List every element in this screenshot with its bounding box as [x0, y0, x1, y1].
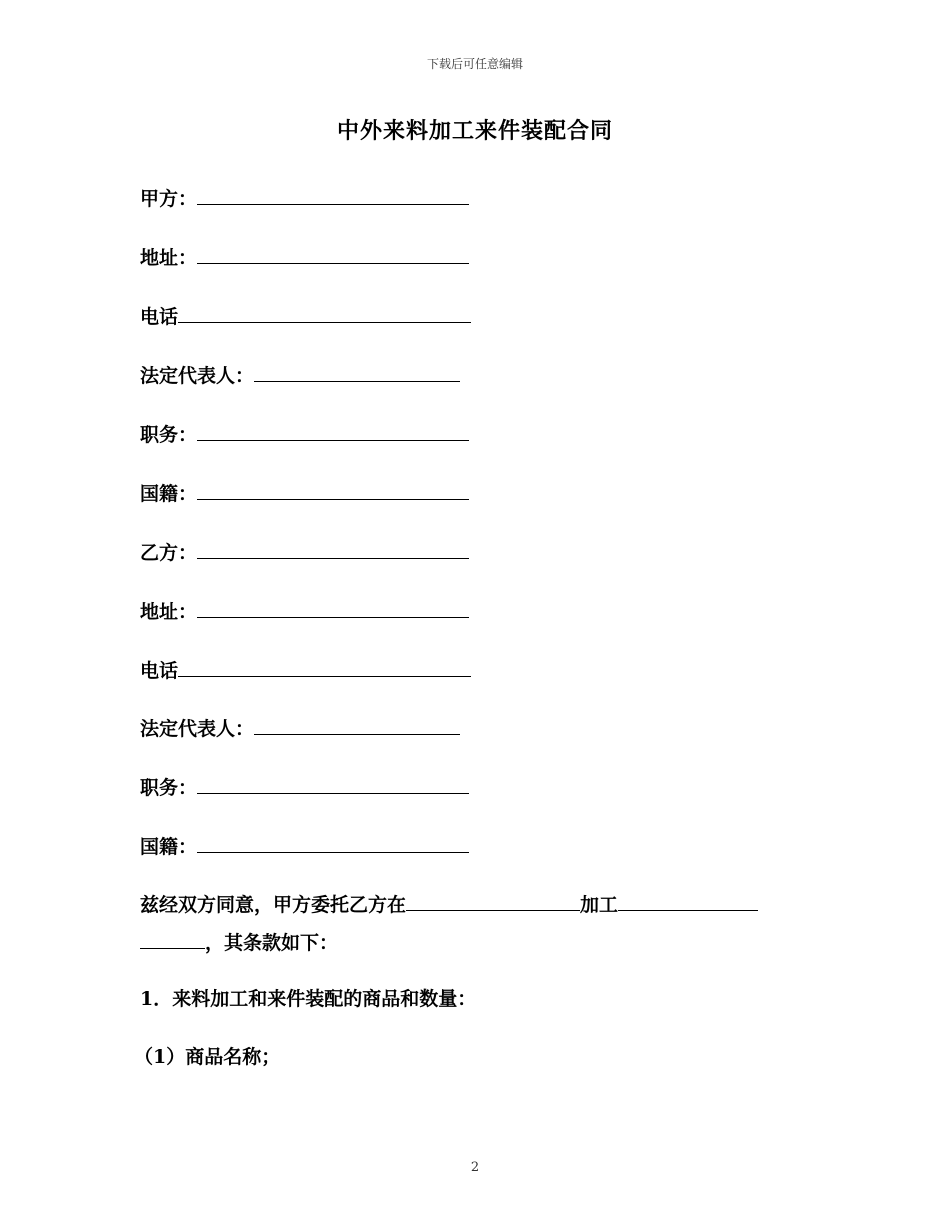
page-number: 2 — [470, 1160, 480, 1175]
section-1-heading: 1．来料加工和来件装配的商品和数量： — [140, 988, 477, 1010]
party-b-nationality-row — [140, 832, 469, 860]
party-b-position-label: 职务： — [140, 777, 198, 799]
agreement-text-2: 加工 — [580, 894, 619, 916]
party-b-nationality-label: 国籍： — [140, 836, 198, 858]
page-header: 下载后可任意编辑 — [426, 57, 523, 71]
party-b-rep-label: 法定代表人： — [140, 718, 255, 740]
document-title: 中外来料加工来件装配合同 — [336, 118, 613, 144]
party-b-phone-label: 电话 — [140, 660, 179, 682]
party-b-address-row — [140, 597, 469, 625]
party-a-rep-blank[interactable] — [254, 361, 460, 382]
party-a-nationality-label: 国籍： — [140, 483, 198, 505]
party-b-rep-row — [140, 714, 460, 742]
party-a-name-label: 甲方： — [140, 188, 198, 210]
party-a-rep-label: 法定代表人： — [140, 365, 255, 387]
party-a-phone-row — [140, 302, 471, 330]
party-b-position-blank[interactable] — [197, 773, 469, 794]
party-b-address-label: 地址： — [140, 601, 198, 623]
party-b-name-row — [140, 538, 469, 566]
party-b-address-blank[interactable] — [197, 597, 469, 618]
party-b-nationality-blank[interactable] — [197, 832, 469, 853]
party-b-name-blank[interactable] — [197, 538, 469, 559]
party-a-name-blank[interactable] — [197, 184, 469, 205]
agreement-location-blank[interactable] — [406, 890, 580, 911]
agreement-text-3: ，其条款如下： — [205, 932, 339, 954]
party-a-position-label: 职务： — [140, 424, 198, 446]
party-a-name-row — [140, 184, 469, 212]
party-a-rep-row — [140, 361, 460, 389]
agreement-text-1: 兹经双方同意，甲方委托乙方在 — [140, 894, 407, 916]
party-b-position-row — [140, 773, 469, 801]
agreement-goods-blank[interactable] — [618, 890, 758, 911]
party-b-name-label: 乙方： — [140, 542, 198, 564]
party-a-address-label: 地址： — [140, 247, 198, 269]
party-b-phone-blank[interactable] — [178, 656, 471, 677]
item-1-product-name: （1）商品名称； — [134, 1046, 281, 1068]
party-a-position-row — [140, 420, 469, 448]
party-a-phone-blank[interactable] — [178, 302, 471, 323]
party-a-address-blank[interactable] — [197, 243, 469, 264]
agreement-line-1 — [140, 890, 758, 918]
party-a-address-row — [140, 243, 469, 271]
party-a-nationality-row — [140, 479, 469, 507]
party-b-phone-row — [140, 656, 471, 684]
party-a-position-blank[interactable] — [197, 420, 469, 441]
agreement-line-2 — [140, 928, 338, 956]
party-a-nationality-blank[interactable] — [197, 479, 469, 500]
party-b-rep-blank[interactable] — [254, 714, 460, 735]
party-a-phone-label: 电话 — [140, 306, 179, 328]
agreement-goods-blank-cont[interactable] — [140, 928, 205, 949]
